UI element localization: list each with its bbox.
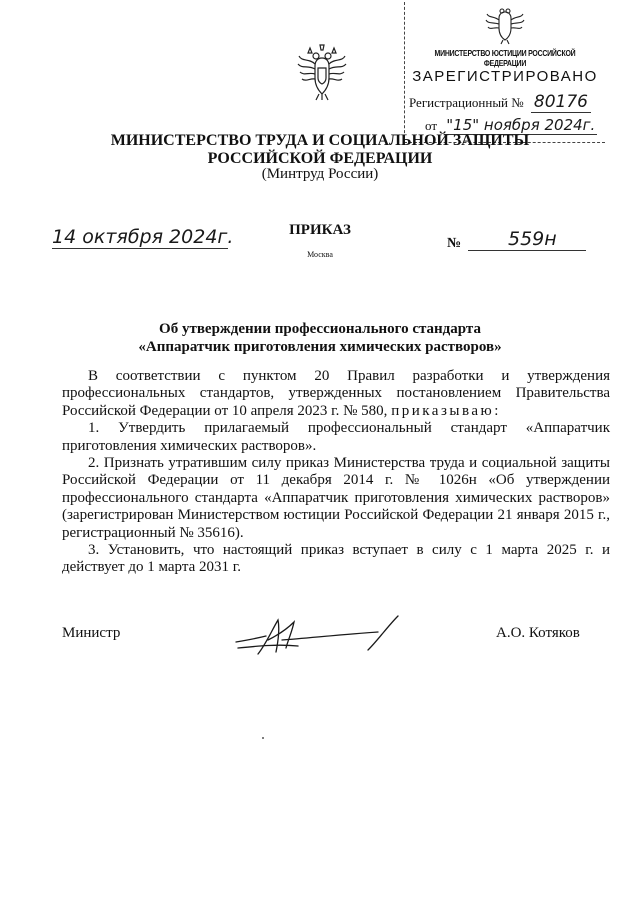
preamble-text: В соответствии с пунктом 20 Правил разработки и утверждения профессиональных стандартов, утвержденных постановлением Правительства Российской Федерации от 10 апреля 2023 г. № 580,: [62, 368, 610, 419]
stamp-date-value: "15" ноября 2024г.: [446, 116, 596, 134]
stamp-regno-value: 80176: [531, 92, 591, 113]
ministry-name-line1: МИНИСТЕРСТВО ТРУДА И СОЦИАЛЬНОЙ ЗАЩИТЫ: [110, 132, 530, 149]
coat-of-arms-icon: [483, 6, 527, 46]
ministry-name-line2: РОССИЙСКОЙ ФЕДЕРАЦИИ: [207, 150, 433, 167]
stamp-date-label: от: [425, 118, 438, 133]
handwritten-signature: [228, 610, 408, 660]
order-date: 14 октября 2024г.: [52, 226, 234, 248]
preamble-colon: :: [494, 402, 499, 419]
paragraph-preamble: [62, 368, 610, 420]
paragraph-item-2: 2. Признать утратившим силу приказ Министерства труда и социальной защиты Российской Федерации от 11 декабря 2014 г. № 1026н «Об утверждении профессионального стандарта «Аппаратчик приготовления химических растворов» (зарегистрирован Министерством юстиции Российской Федерации 21 января 2015 г., регистрационный № 35616).: [62, 455, 610, 541]
paragraph-item-1: 1. Утвердить прилагаемый профессиональный стандарт «Аппаратчик приготовления химических растворов».: [62, 420, 610, 454]
stamp-registered-label: ЗАРЕГИСТРИРОВАНО: [412, 68, 598, 85]
order-number: 559н: [508, 228, 557, 250]
scan-speck: [262, 737, 264, 739]
coat-of-arms-icon: [296, 44, 348, 102]
order-verb: приказываю: [391, 402, 495, 419]
document-title-line1: Об утверждении профессионального стандарта: [159, 321, 481, 337]
registration-stamp: [404, 2, 605, 143]
order-title: ПРИКАЗ: [289, 222, 351, 238]
ministry-short-name: (Минтруд России): [261, 166, 379, 182]
document-title: [60, 320, 580, 356]
order-city: Москва: [307, 250, 333, 259]
stamp-regno-row: [409, 92, 605, 112]
document-title-line2: «Аппаратчик приготовления химических растворов»: [138, 339, 502, 355]
signatory-title: Министр: [62, 625, 121, 641]
stamp-regno-label: Регистрационный №: [409, 95, 524, 110]
paragraph-item-3: 3. Установить, что настоящий приказ вступает в силу с 1 марта 2025 г. и действует до 1 марта 2031 г.: [62, 542, 610, 576]
signatory-name: А.О. Котяков: [496, 625, 580, 641]
document-body: [62, 368, 610, 577]
ministry-name: [100, 132, 540, 168]
stamp-ministry-name: МИНИСТЕРСТВО ЮСТИЦИИ РОССИЙСКОЙ ФЕДЕРАЦИИ: [434, 48, 576, 68]
order-number-sign: №: [447, 236, 462, 251]
